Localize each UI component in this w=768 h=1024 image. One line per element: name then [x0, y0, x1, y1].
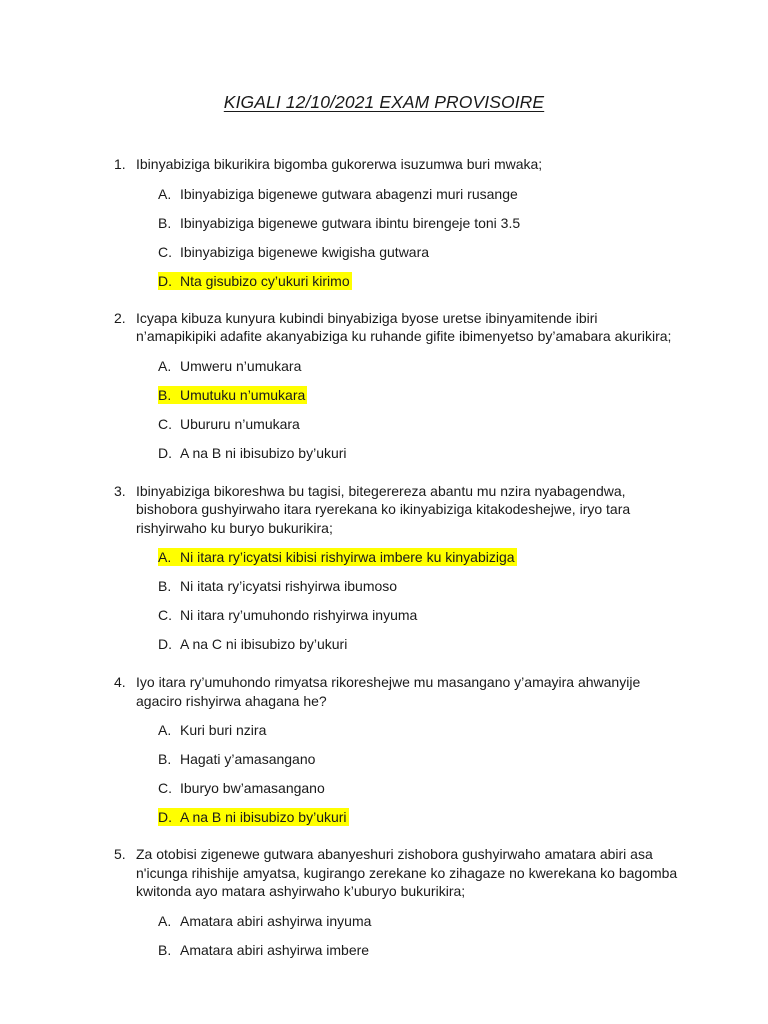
question-number: 3. [114, 482, 126, 499]
option-letter: A. [158, 357, 172, 374]
question-text: Ibinyabiziga bikurikira bigomba gukorerwa isuzumwa buri mwaka; [136, 156, 543, 172]
option-text: Ibinyabiziga bigenewe kwigisha gutwara [180, 243, 430, 260]
answer-option-d [0, 444, 768, 473]
question-number: 1. [114, 156, 126, 172]
answer-option-d-highlighted [0, 808, 768, 837]
answer-option-b-highlighted [0, 386, 768, 415]
option-text: A na B ni ibisubizo by’ukuri [180, 444, 347, 461]
question-3 [0, 482, 768, 665]
option-letter: A. [158, 912, 172, 929]
option-text: Nta gisubizo cy’ukuri kirimo [180, 272, 350, 289]
option-letter: C. [158, 243, 172, 260]
option-text: Amatara abiri ashyirwa imbere [180, 941, 370, 958]
answer-option-c [0, 606, 768, 635]
option-text: Umweru n’umukara [180, 357, 302, 374]
option-text: Ni itara ry’umuhondo rishyirwa inyuma [180, 607, 418, 623]
option-text: Kuri buri nzira [180, 722, 267, 738]
option-text: A na B ni ibisubizo by’ukuri [180, 809, 347, 825]
question-1 [0, 155, 768, 301]
option-text: Ni itara ry’icyatsi kibisi rishyirwa imbere ku kinyabiziga [180, 549, 515, 565]
question-stem [0, 673, 768, 710]
option-letter: D. [158, 272, 172, 289]
question-list [0, 155, 768, 970]
option-text: Umutuku n’umukara [180, 386, 306, 403]
option-letter: D. [158, 809, 172, 825]
question-stem [0, 482, 768, 538]
option-letter: B. [158, 751, 172, 767]
option-text: Ibinyabiziga bigenewe gutwara ibintu birengeje toni 3.5 [180, 214, 521, 231]
option-letter: A. [158, 722, 172, 738]
option-letter: B. [158, 386, 172, 403]
answer-option-b [0, 750, 768, 779]
answer-option-c [0, 779, 768, 808]
answer-option-d [0, 635, 768, 664]
question-stem [0, 845, 768, 901]
option-text: A na C ni ibisubizo by’ukuri [180, 636, 348, 652]
answer-option-a [0, 721, 768, 750]
option-letter: D. [158, 636, 172, 652]
question-5 [0, 845, 768, 970]
option-list [0, 912, 768, 970]
option-letter: B. [158, 214, 172, 231]
question-number: 4. [114, 674, 126, 690]
option-text: Amatara abiri ashyirwa inyuma [180, 912, 372, 929]
option-list [0, 721, 768, 837]
question-text: Icyapa kibuza kunyura kubindi binyabiziga byose uretse ibinyamitende ibiri n’amapikipiki adafite akanyabiziga ku ruhande gifite ibimenyetso by’amabara akurikira; [136, 309, 672, 344]
answer-option-c [0, 415, 768, 444]
option-letter: B. [158, 941, 172, 958]
question-4 [0, 673, 768, 837]
answer-option-c [0, 243, 768, 272]
option-text: Ibinyabiziga bigenewe gutwara abagenzi muri rusange [180, 185, 518, 202]
option-text: Ubururu n’umukara [180, 415, 300, 432]
question-text: Iyo itara ry’umuhondo rimyatsa rikoreshejwe mu masangano y’amayira ahwanyije agaciro rishyirwa ahagana he? [136, 674, 641, 709]
question-number: 5. [114, 846, 126, 862]
answer-option-b [0, 214, 768, 243]
answer-option-a [0, 357, 768, 386]
question-number: 2. [114, 309, 126, 326]
question-stem [0, 309, 768, 346]
option-letter: A. [158, 185, 172, 202]
option-list [0, 548, 768, 664]
answer-option-a [0, 912, 768, 941]
answer-option-b [0, 941, 768, 970]
option-letter: C. [158, 607, 172, 623]
question-text: Ibinyabiziga bikoreshwa bu tagisi, bitegerereza abantu mu nzira nyabagendwa, bishobora gushyirwaho itara ryerekana ko ikinyabiziga kitakodeshejwe, iryo tara rishyirwaho ku buryo bukurikira; [136, 482, 631, 536]
question-text: Za otobisi zigenewe gutwara abanyeshuri zishobora gushyirwaho amatara abiri asa n'icunga rihishije amyatsa, kugirango zerekane ko zihagaze no kwerekana ko bagomba kwitonda ayo matara ashyirwaho k’uburyo bukurikira; [136, 846, 678, 899]
answer-option-a [0, 185, 768, 214]
question-2 [0, 309, 768, 473]
option-letter: C. [158, 780, 172, 796]
option-text: Iburyo bw’amasangano [180, 780, 325, 796]
option-list [0, 185, 768, 301]
answer-option-a-highlighted [0, 548, 768, 577]
option-letter: B. [158, 578, 172, 594]
question-stem [0, 155, 768, 174]
option-letter: A. [158, 549, 172, 565]
option-letter: C. [158, 415, 172, 432]
option-letter: D. [158, 444, 172, 461]
option-text: Hagati y’amasangano [180, 751, 316, 767]
option-text: Ni itata ry’icyatsi rishyirwa ibumoso [180, 578, 398, 594]
option-list [0, 357, 768, 473]
page-title: KIGALI 12/10/2021 EXAM PROVISOIRE [223, 92, 545, 112]
answer-option-d-highlighted [0, 272, 768, 301]
answer-option-b [0, 577, 768, 606]
